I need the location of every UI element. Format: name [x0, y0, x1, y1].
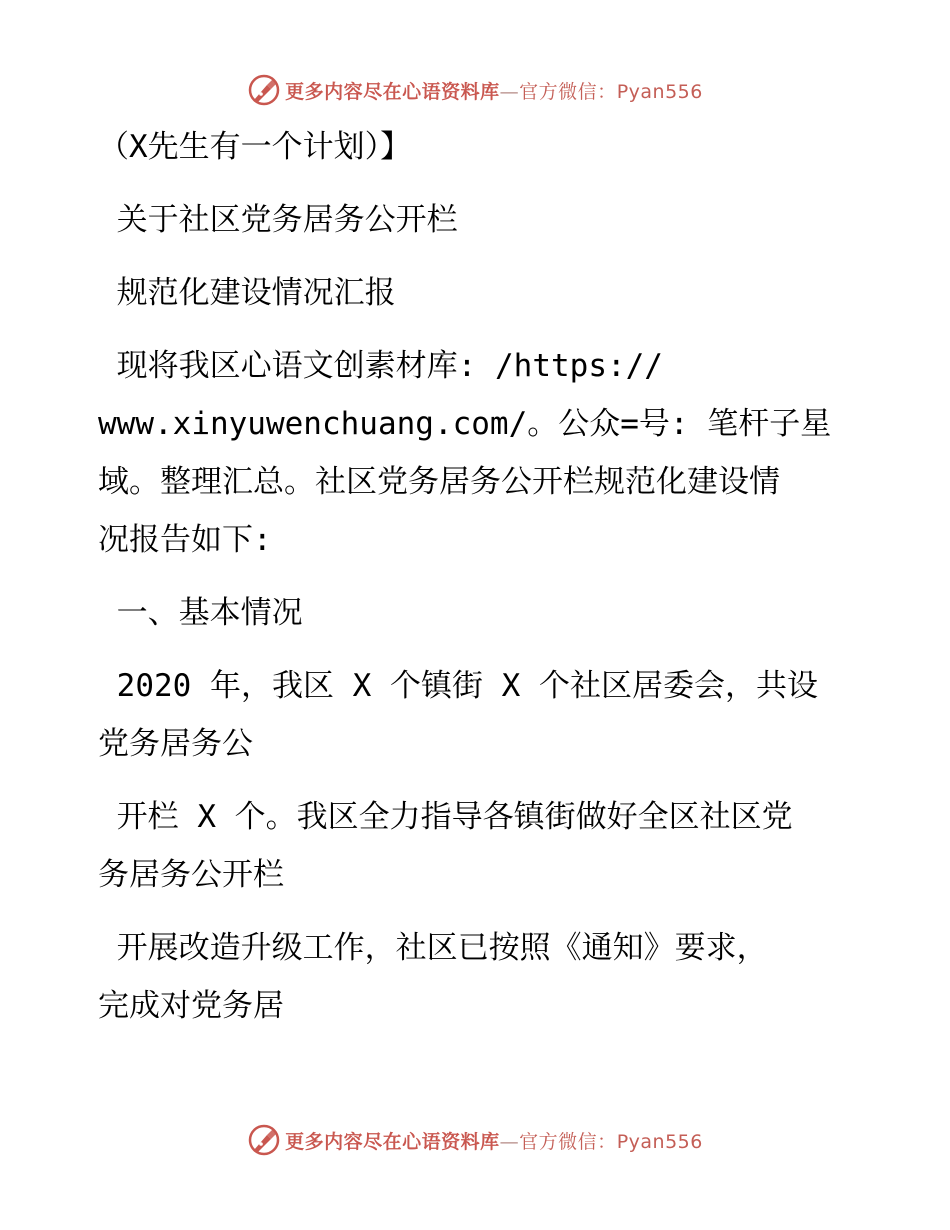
header-banner — [0, 70, 950, 110]
header-banner-text — [285, 77, 703, 104]
document-paragraph: 开栏 X 个。我区全力指导各镇街做好全区社区党 务居务公开栏 — [98, 799, 793, 893]
footer-banner — [0, 1120, 950, 1160]
footer-banner-inner — [247, 1123, 703, 1157]
document-paragraph: 开展改造升级工作，社区已按照《通知》要求， 完成对党务居 — [98, 930, 768, 1024]
pen-nib-logo-icon — [247, 73, 281, 107]
footer-banner-wechat-label: 官方微信： — [519, 1130, 617, 1153]
footer-banner-text — [285, 1127, 703, 1154]
header-banner-wechat-label: 官方微信： — [519, 80, 617, 103]
document-paragraph: 2020 年，我区 X 个镇街 X 个社区居委会，共设 党务居务公 — [98, 668, 818, 762]
header-banner-handle: Pyan556 — [616, 80, 703, 103]
document-title-line-2: 规范化建设情况汇报 — [98, 275, 396, 311]
pen-nib-logo-icon — [247, 1123, 281, 1157]
header-banner-inner — [247, 73, 703, 107]
section-heading: 一、基本情况 — [98, 595, 303, 631]
footer-banner-dash: — — [499, 1130, 520, 1153]
header-banner-slogan: 更多内容尽在心语资料库 — [285, 80, 500, 103]
document-paragraph: 现将我区心语文创素材库: /https:// www.xinyuwenchuang.com/。公众=号: 笔杆子星 域。整理汇总。社区党务居务公开栏规范化建设情 况报告如下: — [98, 348, 832, 558]
document-title-line-1: 关于社区党务居务公开栏 — [98, 202, 458, 238]
footer-banner-handle: Pyan556 — [616, 1130, 703, 1153]
footer-banner-slogan: 更多内容尽在心语资料库 — [285, 1130, 500, 1153]
header-banner-dash: — — [499, 80, 520, 103]
document-paragraph: （X先生有一个计划）】 — [98, 129, 412, 165]
document-body — [98, 118, 858, 1050]
